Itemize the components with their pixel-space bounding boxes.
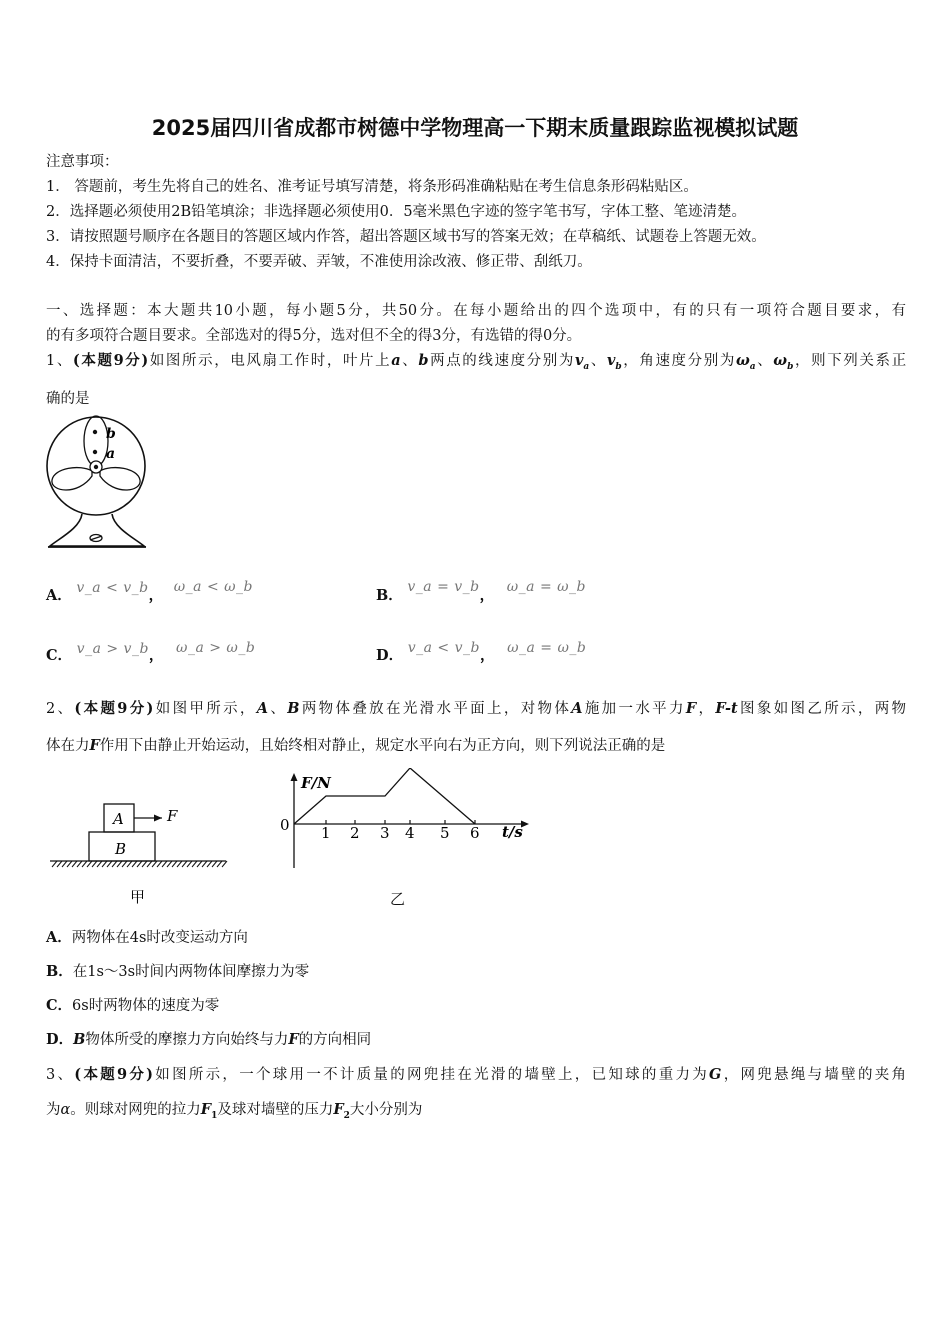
x-tick-label: 2 (350, 824, 360, 842)
q1-option-a[interactable] (46, 579, 254, 606)
option-label: A． (46, 929, 72, 946)
figure-jia-caption: 甲 (130, 888, 146, 906)
q2-var-b: B (287, 700, 300, 717)
q2-text: 图象如图乙所示，两物 (737, 701, 907, 717)
ground-hatch-line (202, 861, 207, 867)
ground-hatch-line (167, 861, 172, 867)
block-b-label: B (115, 840, 127, 858)
option-v-relation: v_a < v_b (76, 580, 149, 596)
figure-yi-caption: 乙 (390, 890, 406, 908)
option-v-relation: v_a = v_b (407, 579, 480, 595)
ground-hatch-line (77, 861, 82, 867)
ground-hatch-line (147, 861, 152, 867)
ground-hatching (52, 861, 227, 867)
ground-hatch-line (112, 861, 117, 867)
q1-wa: ω (735, 352, 750, 369)
ground-hatch-line (207, 861, 212, 867)
q3-stem-line-1 (46, 1065, 906, 1085)
q3-var-f2: F (333, 1101, 344, 1118)
y-axis-label: F/N (301, 774, 331, 792)
q3-text: 大小分别为 (349, 1102, 423, 1118)
q2-text: 施加一水平力 (582, 701, 686, 717)
q3-var-alpha: α (60, 1102, 71, 1118)
fan-hub-center (94, 465, 98, 469)
option-var-b: B (73, 1031, 86, 1048)
ground-hatch-line (67, 861, 72, 867)
q2-var-ft: F-t (715, 700, 738, 717)
option-text: 在1s～3s时间内两物体间摩擦力为零 (72, 964, 310, 980)
ground-hatch-line (142, 861, 147, 867)
option-comma: ， (148, 587, 164, 604)
x-axis-label: t/s (502, 823, 523, 841)
fan-label-a: a (106, 446, 116, 462)
x-tick-label: 5 (440, 824, 450, 842)
q2-text: 、 (268, 701, 288, 717)
x-tick-label: 1 (321, 824, 331, 842)
option-label: A． (46, 587, 72, 604)
q1-point-b: b (418, 352, 429, 369)
force-label: F (167, 807, 178, 825)
q2-number: 2、 (46, 701, 75, 717)
q2-option-d[interactable] (46, 1030, 371, 1050)
q1-sep: 、 (589, 353, 607, 369)
ground-hatch-line (122, 861, 127, 867)
q1-stem-line-2: 确的是 (46, 391, 90, 407)
fan-blade-right (100, 468, 140, 490)
fan-figure (40, 414, 160, 556)
q3-text: 。则球对网兜的拉力 (70, 1102, 201, 1118)
q1-number: 1、 (46, 353, 73, 369)
option-comma: ， (479, 647, 495, 664)
q1-wa-sub: a (749, 361, 756, 372)
fan-label-b: b (106, 426, 116, 442)
q2-var-a: A (571, 700, 583, 717)
figure-yi-chart (276, 768, 536, 908)
x-ticks (321, 820, 480, 842)
ground-hatch-line (132, 861, 137, 867)
option-comma: ， (148, 647, 164, 664)
notice-heading: 注意事项： (46, 154, 119, 170)
q1-stem-line-1 (46, 351, 906, 377)
q3-text: ，网兜悬绳与墙壁的夹角 (721, 1067, 907, 1083)
q2-option-c[interactable] (46, 996, 219, 1016)
q3-var-f2-sub: 2 (343, 1110, 350, 1121)
ground-hatch-line (192, 861, 197, 867)
option-v-relation: v_a < v_b (407, 640, 480, 656)
option-label: D． (376, 647, 404, 664)
ground-hatch-line (222, 861, 227, 867)
point-b-dot (93, 430, 97, 434)
q1-wb-sub: b (787, 361, 794, 372)
q1-sep: 、 (400, 353, 419, 369)
option-w-relation: ω_a = ω_b (506, 579, 587, 595)
q3-text: 及球对墙壁的压力 (217, 1102, 334, 1118)
q1-text: 两点的线速度分别为 (428, 353, 575, 369)
q3-number: 3、 (46, 1067, 75, 1083)
option-text: 6s时两物体的速度为零 (72, 998, 220, 1014)
q3-text: 为 (46, 1102, 61, 1118)
ground-hatch-line (157, 861, 162, 867)
q1-wb: ω (773, 352, 788, 369)
q1-text: ，则下列关系正 (793, 353, 907, 369)
option-w-relation: ω_a = ω_b (507, 640, 587, 656)
q3-text: 如图所示，一个球用一不计质量的网兜挂在光滑的墙壁上，已知球的重力为 (153, 1067, 710, 1083)
option-label: B． (376, 587, 403, 604)
ground-hatch-line (212, 861, 217, 867)
notice-item-3: 3．请按照题号顺序在各题目的答题区域内作答，超出答题区域书写的答案无效；在草稿纸、试题卷上答题无效。 (46, 229, 766, 245)
q1-text: 如图所示，电风扇工作时，叶片上 (148, 353, 392, 369)
q1-option-b[interactable] (376, 579, 587, 606)
ground-hatch-line (62, 861, 67, 867)
option-comma: ， (479, 587, 495, 604)
section-intro-line-2: 的有多项符合题目要求。全部选对的得5分，选对但不全的得3分，有选错的得0分。 (46, 328, 582, 344)
q2-var-a: A (256, 700, 269, 717)
ground-hatch-line (102, 861, 107, 867)
notice-item-1: 1． 答题前，考生先将自己的姓名、准考证号填写清楚，将条形码准确粘贴在考生信息条形码粘贴区。 (46, 179, 698, 195)
q1-option-c[interactable] (46, 640, 256, 666)
q1-vb-sub: b (615, 361, 622, 372)
option-label: C． (46, 997, 73, 1014)
notice-item-2: 2．选择题必须使用2B铅笔填涂；非选择题必须使用0．5毫米黑色字迹的签字笔书写，字体工整、笔迹清楚。 (46, 204, 747, 220)
option-text: 的方向相同 (298, 1032, 372, 1048)
ground-hatch-line (197, 861, 202, 867)
option-text: 两物体在4s时改变运动方向 (71, 930, 248, 946)
q2-var-f: F (685, 700, 697, 717)
q1-point-a: a (391, 352, 401, 369)
ground-hatch-line (97, 861, 102, 867)
ground-hatch-line (87, 861, 92, 867)
q2-text: 两物体叠放在光滑水平面上，对物体 (299, 701, 572, 717)
q1-tag: (本题9分) (72, 352, 149, 369)
q1-sep: 、 (755, 353, 774, 369)
ground-hatch-line (92, 861, 97, 867)
notice-item-4: 4．保持卡面清洁，不要折叠，不要弄破、弄皱，不准使用涂改液、修正带、刮纸刀。 (46, 254, 592, 270)
ground-hatch-line (217, 861, 222, 867)
q1-text: ，角速度分别为 (621, 353, 736, 369)
q2-tag: (本题9分) (74, 700, 154, 717)
page-title: 2025届四川省成都市树德中学物理高一下期末质量跟踪监视模拟试题 (151, 116, 799, 140)
q1-va-sub: a (583, 361, 590, 372)
ground-hatch-line (137, 861, 142, 867)
option-label: C． (46, 647, 73, 664)
q3-var-f1-sub: 1 (211, 1110, 218, 1121)
q3-stem-line-2 (46, 1100, 906, 1126)
q1-va: v (574, 352, 584, 369)
fan-blade-left (52, 468, 92, 490)
ground-hatch-line (117, 861, 122, 867)
option-w-relation: ω_a > ω_b (176, 640, 256, 656)
block-a-label: A (113, 810, 124, 828)
section-intro-line-1: 一、选择题：本大题共10小题，每小题5分，共50分。在每小题给出的四个选项中，有的只有一项符合题目要求，有 (46, 303, 906, 319)
x-tick-label: 6 (470, 824, 480, 842)
ground-hatch-line (182, 861, 187, 867)
fan-switch-mark (90, 536, 102, 540)
x-tick-label: 3 (380, 824, 390, 842)
ground-hatch-line (52, 861, 57, 867)
q3-tag: (本题9分) (74, 1066, 154, 1083)
option-w-relation: ω_a < ω_b (173, 579, 254, 595)
ground-hatch-line (177, 861, 182, 867)
ground-hatch-line (172, 861, 177, 867)
figure-jia (46, 796, 232, 912)
q2-stem-line-1 (46, 699, 906, 719)
ground-hatch-line (152, 861, 157, 867)
q2-text: 体在力 (46, 738, 90, 754)
point-a-dot (93, 450, 97, 454)
option-label: D． (46, 1031, 74, 1048)
q2-option-b[interactable] (46, 962, 309, 982)
origin-label: 0 (280, 816, 290, 834)
ground-hatch-line (162, 861, 167, 867)
option-v-relation: v_a > v_b (76, 641, 149, 657)
q3-var-g: G (709, 1066, 722, 1083)
q2-stem-line-2 (46, 736, 906, 756)
ground-hatch-line (127, 861, 132, 867)
ground-hatch-line (72, 861, 77, 867)
ground-hatch-line (82, 861, 87, 867)
y-axis-arrow (291, 773, 298, 781)
x-tick-label: 4 (405, 824, 415, 842)
q2-option-a[interactable] (46, 928, 248, 948)
ground-hatch-line (57, 861, 62, 867)
fan-blade-top (84, 416, 108, 466)
ground-hatch-line (187, 861, 192, 867)
q2-text: 如图甲所示， (153, 701, 257, 717)
ground-hatch-line (107, 861, 112, 867)
q2-text: ， (696, 701, 716, 717)
force-arrowhead (154, 815, 162, 822)
option-label: B． (46, 963, 73, 980)
q1-option-d[interactable] (376, 640, 587, 666)
option-var-f: F (288, 1031, 299, 1048)
q3-var-f1: F (200, 1101, 212, 1118)
q2-text: 作用下由静止开始运动，且始终相对静止，规定水平向右为正方向，则下列说法正确的是 (99, 738, 666, 754)
q1-vb: v (606, 352, 616, 369)
option-text: 物体所受的摩擦力方向始终与力 (85, 1032, 289, 1048)
q2-var-f: F (89, 737, 100, 754)
